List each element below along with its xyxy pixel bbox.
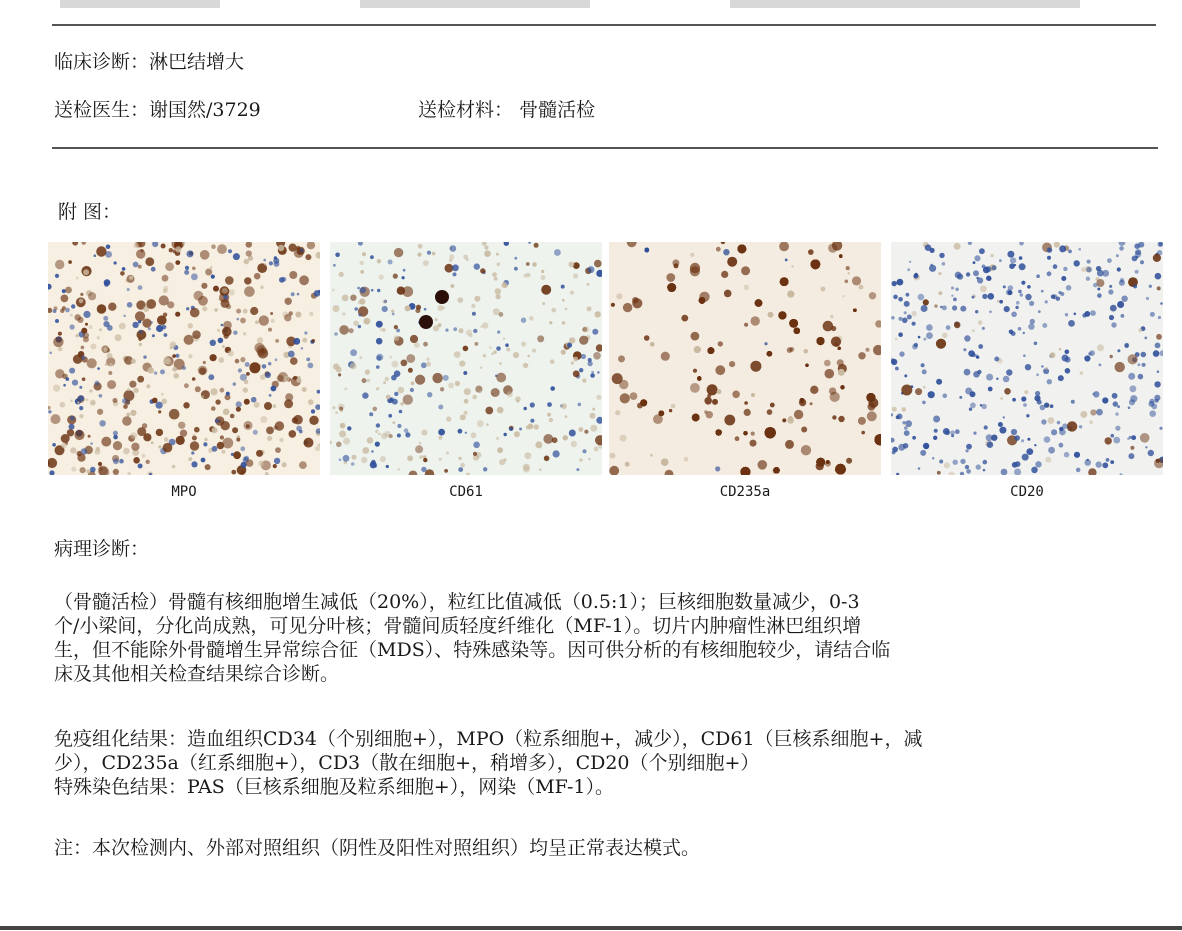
microscopy-cd20-image — [891, 242, 1163, 475]
pathology-line: 生，但不能除外骨髓增生异常综合征（MDS）、特殊感染等。因可供分析的有核细胞较少，请结合临 — [54, 639, 891, 661]
doctor-label: 送检医生： — [54, 99, 150, 121]
figures-heading: 附 图： — [58, 201, 122, 223]
clinical-diagnosis-value: 淋巴结增大 — [149, 51, 245, 73]
ihc-line: 特殊染色结果：PAS（巨核系细胞及粒系细胞+），网染（MF-1）。 — [54, 776, 614, 798]
bottom-edge — [0, 926, 1182, 930]
microscopy-cd235a-image — [609, 242, 881, 475]
material-label: 送检材料： — [418, 99, 514, 121]
ihc-line: 少），CD235a（红系细胞+），CD3（散在细胞+，稍增多），CD20（个别细胞+） — [54, 752, 760, 774]
figure-caption-mpo: MPO — [171, 484, 197, 500]
ihc-results-paragraph — [54, 727, 922, 799]
pathology-line: 个/小梁间，分化尚成熟，可见分叶核；骨髓间质轻度纤维化（MF-1）。切片内肿瘤性淋巴组织增 — [54, 615, 862, 637]
doctor-value: 谢国然/3729 — [149, 99, 261, 121]
pathology-diagnosis-paragraph — [54, 590, 890, 686]
clinical-diagnosis-label: 临床诊断： — [54, 51, 150, 73]
microscopy-mpo-image — [48, 242, 320, 475]
submitted-material — [418, 98, 595, 122]
middle-divider — [52, 147, 1158, 149]
figure-caption-cd20: CD20 — [1010, 484, 1044, 500]
ihc-line: 免疫组化结果：造血组织CD34（个别细胞+），MPO（粒系细胞+，减少），CD61（巨核系细胞+，减 — [54, 728, 923, 750]
clinical-diagnosis — [54, 50, 244, 74]
figure-caption-cd61: CD61 — [449, 484, 483, 500]
submitting-doctor — [54, 98, 261, 122]
cropped-header-fragment — [730, 0, 1080, 8]
microscopy-cd61-image — [330, 242, 602, 475]
pathology-line: （骨髓活检）骨髓有核细胞增生减低（20%），粒红比值减低（0.5:1）；巨核细胞数量减少，0-3 — [54, 591, 860, 613]
cropped-header-fragment — [360, 0, 590, 8]
figure-caption-cd235a: CD235a — [719, 484, 771, 500]
pathology-heading: 病理诊断： — [54, 538, 150, 560]
control-note: 注：本次检测内、外部对照组织（阴性及阳性对照组织）均呈正常表达模式。 — [54, 837, 701, 859]
top-divider — [52, 24, 1156, 26]
material-value: 骨髓活检 — [519, 99, 596, 121]
cropped-header-fragment — [60, 0, 220, 8]
pathology-line: 床及其他相关检查结果综合诊断。 — [54, 663, 340, 685]
